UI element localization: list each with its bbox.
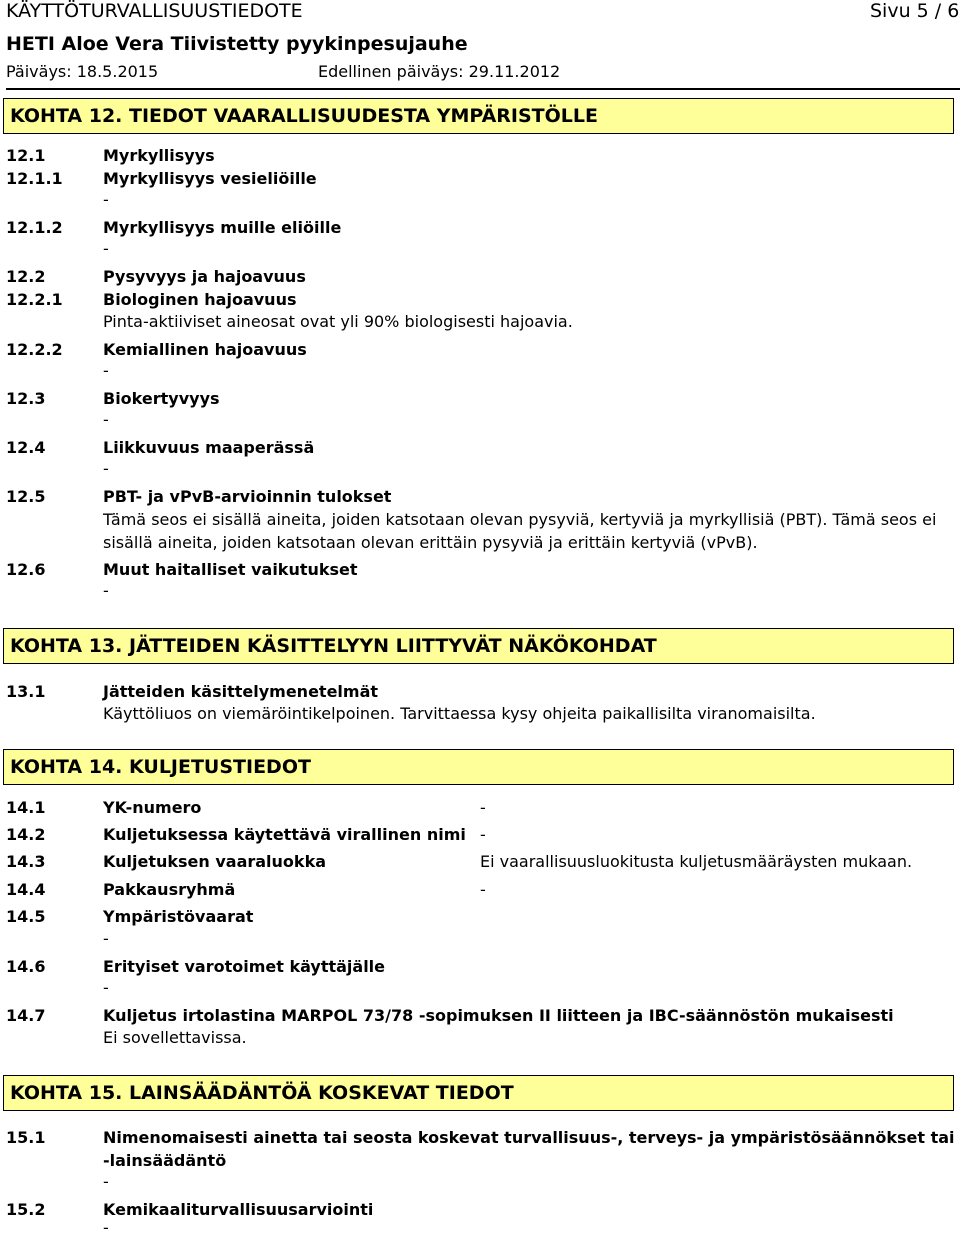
item-label: Myrkyllisyys vesieliöille: [103, 169, 317, 188]
item-text: -: [103, 239, 109, 258]
item-number: 13.1: [6, 682, 46, 701]
item-value: Ei vaarallisuusluokitusta kuljetusmääräysten mukaan.: [480, 852, 913, 871]
item-number: 15.2: [6, 1200, 46, 1219]
page-indicator: [870, 0, 959, 22]
item-number: 12.5: [6, 487, 46, 506]
item-label: Biokertyvyys: [103, 389, 220, 408]
item-value: -: [480, 825, 486, 844]
item-value: -: [480, 880, 486, 899]
item-number: 12.1.2: [6, 218, 63, 237]
item-text: -: [103, 978, 109, 997]
item-number: 14.6: [6, 957, 46, 976]
item-text: -: [103, 361, 109, 380]
item-label: Liikkuvuus maaperässä: [103, 438, 315, 457]
product-name: HETI Aloe Vera Tiivistetty pyykinpesujauhe: [6, 33, 468, 55]
item-label: Kuljetuksen vaaraluokka: [103, 852, 326, 871]
document-title: KÄYTTÖTURVALLISUUSTIEDOTE: [6, 0, 303, 22]
item-value: -: [480, 798, 486, 817]
item-number: 12.6: [6, 560, 46, 579]
item-label: Kemikaaliturvallisuusarviointi: [103, 1200, 374, 1219]
item-label: Erityiset varotoimet käyttäjälle: [103, 957, 386, 976]
item-label: Jätteiden käsittelymenetelmät: [103, 682, 379, 701]
item-text: -: [103, 1172, 109, 1191]
item-label-continued: -lainsäädäntö: [103, 1151, 227, 1170]
item-text: Pinta-aktiiviset aineosat ovat yli 90% biologisesti hajoavia.: [103, 312, 573, 331]
item-label: Myrkyllisyys muille eliöille: [103, 218, 342, 237]
section-13-heading: KOHTA 13. JÄTTEIDEN KÄSITTELYYN LIITTYVÄT NÄKÖKOHDAT: [3, 628, 954, 664]
item-label: Nimenomaisesti ainetta tai seosta koskevat turvallisuus-, terveys- ja ympäristösäännökset tai: [103, 1128, 955, 1147]
item-number: 14.7: [6, 1006, 46, 1025]
item-number: 15.1: [6, 1128, 46, 1147]
item-number: 12.3: [6, 389, 46, 408]
item-number: 12.2.2: [6, 340, 63, 359]
item-number: 14.2: [6, 825, 46, 844]
item-number: 12.1: [6, 146, 46, 165]
item-text: -: [103, 459, 109, 478]
item-number: 12.2.1: [6, 290, 63, 309]
page-label: Sivu: [870, 0, 911, 22]
previous-date: Edellinen päiväys: 29.11.2012: [318, 62, 561, 81]
item-label: Kuljetus irtolastina MARPOL 73/78 -sopimuksen II liitteen ja IBC-säännöstön mukaisesti: [103, 1006, 894, 1025]
item-number: 14.4: [6, 880, 46, 899]
item-label: Ympäristövaarat: [103, 907, 254, 926]
item-label: PBT- ja vPvB-arvioinnin tulokset: [103, 487, 392, 506]
item-text: Käyttöliuos on viemäröintikelpoinen. Tarvittaessa kysy ohjeita paikallisilta viranomaisilta.: [103, 704, 816, 723]
item-label: Pysyvyys ja hajoavuus: [103, 267, 306, 286]
item-label: Kemiallinen hajoavuus: [103, 340, 307, 359]
item-text: Ei sovellettavissa.: [103, 1028, 247, 1047]
item-text: -: [103, 581, 109, 600]
issue-date: Päiväys: 18.5.2015: [6, 62, 159, 81]
section-12-heading: KOHTA 12. TIEDOT VAARALLISUUDESTA YMPÄRISTÖLLE: [3, 98, 954, 134]
item-label: Muut haitalliset vaikutukset: [103, 560, 358, 579]
item-number: 14.5: [6, 907, 46, 926]
item-text: -: [103, 929, 109, 948]
item-label: Myrkyllisyys: [103, 146, 215, 165]
item-label: Biologinen hajoavuus: [103, 290, 297, 309]
item-number: 14.3: [6, 852, 46, 871]
item-label: Pakkausryhmä: [103, 880, 236, 899]
item-text: -: [103, 190, 109, 209]
item-text: -: [103, 1218, 109, 1237]
page-number: 5 / 6: [916, 0, 960, 22]
header-divider: [6, 88, 960, 90]
item-number: 12.4: [6, 438, 46, 457]
section-15-heading: KOHTA 15. LAINSÄÄDÄNTÖÄ KOSKEVAT TIEDOT: [3, 1075, 954, 1111]
section-14-heading: KOHTA 14. KULJETUSTIEDOT: [3, 749, 954, 785]
item-label: YK-numero: [103, 798, 202, 817]
item-number: 12.2: [6, 267, 46, 286]
item-label: Kuljetuksessa käytettävä virallinen nimi: [103, 825, 466, 844]
item-number: 14.1: [6, 798, 46, 817]
item-text: Tämä seos ei sisällä aineita, joiden katsotaan olevan pysyviä, kertyviä ja myrkyllisiä (PBT). Tämä seos ei sisällä aineita, joiden katsotaan olevan erittäin pysyviä ja erittäin kertyviä (vPvB).: [103, 510, 937, 552]
item-number: 12.1.1: [6, 169, 63, 188]
item-text: -: [103, 410, 109, 429]
